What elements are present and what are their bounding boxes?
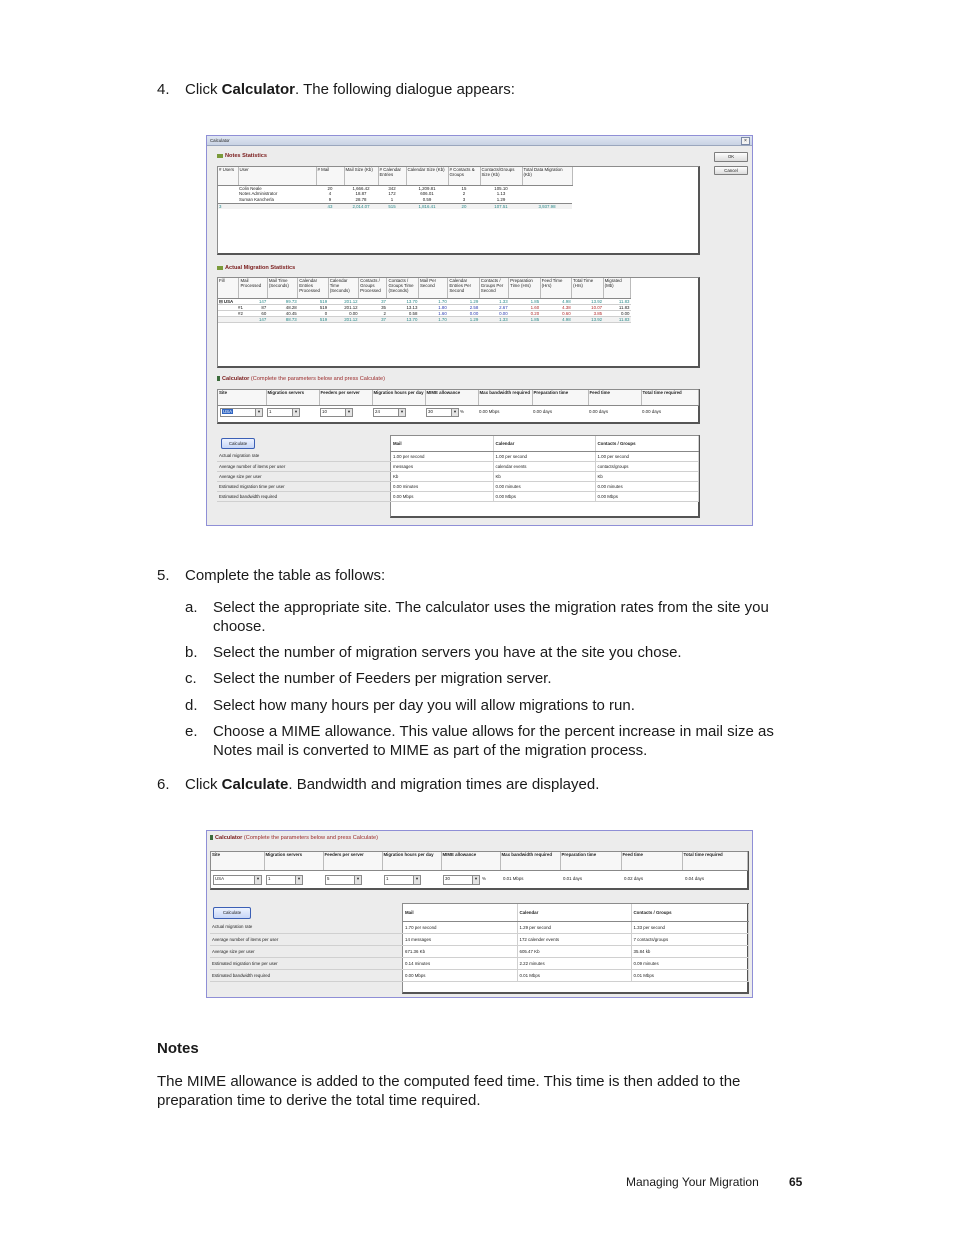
column-header: Preparation Time (Hrs) — [509, 278, 540, 298]
row-label: Actual migration rate — [210, 921, 403, 933]
substep-b — [185, 643, 825, 662]
table-cell: 0.00 minutes — [595, 481, 698, 491]
chevron-down-icon: ▾ — [292, 409, 299, 416]
step-text-bold: Calculate — [221, 776, 289, 793]
table-cell: 0.01 Mbps — [631, 969, 748, 981]
bandwidth-value: 0.00 Mbps — [479, 409, 500, 414]
table-cell: 14 messages — [403, 933, 517, 945]
calculator-dialog-screenshot — [206, 135, 753, 526]
column-header: Contacts / Groups — [631, 904, 748, 921]
table-cell: 0.58 — [387, 310, 418, 316]
table-cell: ⊟ USA — [218, 298, 239, 304]
bandwidth-value: 0.01 Mbps — [503, 876, 524, 881]
table-cell: Colin Neale — [239, 185, 262, 191]
table-cell: 3.85 — [572, 310, 603, 316]
column-header: Contacts / Groups — [595, 436, 698, 451]
calculator-heading — [210, 835, 378, 841]
table-cell — [238, 203, 316, 209]
table-cell: 671.36 Kb — [403, 945, 517, 957]
column-header: Migrated (Mb) — [603, 278, 630, 298]
site-value: USA — [215, 876, 225, 881]
percent-label: % — [482, 876, 486, 881]
calculator-note: (Complete the parameters below and press Calculate) — [250, 376, 385, 382]
site-value: USA — [223, 409, 233, 414]
substep-line: Select the appropriate site. The calculator uses the migration rates from the site you — [213, 599, 769, 616]
table-cell: 342 — [388, 185, 396, 191]
step-text-bold: Calculator — [221, 81, 296, 98]
notes-statistics-heading — [217, 153, 267, 159]
step-number: 4. — [157, 81, 170, 98]
step-text: Complete the table as follows: — [185, 567, 386, 584]
mime-value: 30 — [428, 409, 433, 414]
dialog-title: Calculator — [210, 138, 230, 143]
row-label: Average number of items per user — [217, 461, 391, 471]
table-cell: 1,666.42 — [352, 185, 370, 191]
table-cell: 43 — [316, 203, 344, 209]
table-cell: 2,014.07 — [344, 203, 378, 209]
preparation-value: 0.01 days — [563, 876, 583, 881]
column-header: Site — [211, 852, 264, 870]
table-cell: 1.85 — [509, 316, 540, 322]
table-cell: 1.00 per second — [391, 451, 493, 461]
table-cell: 88.73 — [267, 316, 297, 322]
feed-time-value: 0.00 days — [589, 409, 609, 414]
column-header: Total time required — [682, 852, 747, 870]
table-cell: Notes Administrator — [239, 191, 278, 196]
table-cell: 0.09 minutes — [631, 957, 748, 969]
column-header: Calendar Time (Seconds) — [328, 278, 358, 298]
calculate-button[interactable]: Calculate — [213, 907, 251, 919]
dialog-titlebar — [207, 136, 752, 146]
chevron-down-icon: ▾ — [413, 876, 420, 884]
table-cell: 172 calender events — [517, 933, 631, 945]
servers-value: 1 — [268, 876, 271, 881]
row-label: Average number of items per user — [210, 933, 403, 945]
table-cell: 2.58 — [448, 304, 479, 310]
column-header: Preparation time — [532, 390, 588, 405]
column-header: Contacts / Groups Time (Seconds) — [387, 278, 418, 298]
row-label: Estimated bandwidth required — [210, 969, 403, 981]
table-cell: 99.73 — [267, 298, 297, 304]
table-cell: 13.13 — [387, 304, 418, 310]
table-cell: 0.00 minutes — [493, 481, 595, 491]
table-cell: 1.33 per second — [631, 921, 748, 933]
table-cell: 28.78 — [355, 197, 367, 202]
feed-time-value: 0.02 days — [624, 876, 644, 881]
table-cell: 1.29 — [496, 197, 506, 202]
table-cell: 0 — [298, 310, 328, 316]
table-cell: 37 — [359, 316, 387, 322]
table-cell: 7 contacts/groups — [631, 933, 748, 945]
table-cell: 0.59 — [422, 197, 432, 202]
cancel-button[interactable]: Cancel — [714, 166, 748, 175]
table-cell: 11.83 — [603, 316, 630, 322]
chevron-down-icon: ▾ — [254, 876, 261, 884]
site-select[interactable] — [220, 408, 263, 417]
step-text-post: . The following dialogue appears: — [295, 81, 515, 98]
column-header: Total Data Migration (Kb) — [522, 167, 572, 185]
table-cell: 0.00 — [328, 310, 358, 316]
calculator-heading — [217, 376, 385, 382]
table-cell: 4 — [328, 191, 332, 196]
mime-select[interactable] — [426, 408, 459, 417]
calculator-title: Calculator — [222, 376, 250, 382]
chevron-down-icon: ▾ — [354, 876, 361, 884]
table-header-row — [217, 436, 698, 451]
substep-letter: c. — [185, 670, 197, 687]
table-cell: 1.00 per second — [595, 451, 698, 461]
table-cell: #2 — [218, 310, 239, 316]
step-text-pre: Click — [185, 776, 222, 793]
table-cell: Kb — [493, 471, 595, 481]
feeders-select[interactable] — [325, 875, 362, 885]
column-header: Calendar Entries Processed — [298, 278, 328, 298]
column-header: Calendar — [493, 436, 595, 451]
substep-line: choose. — [213, 618, 266, 635]
table-cell: 0.20 — [509, 310, 540, 316]
table-cell: 1 — [390, 197, 394, 202]
table-cell: 18.87 — [355, 191, 367, 196]
total-time-value: 0.00 days — [642, 409, 662, 414]
column-header: Calendar Size (Kb) — [406, 167, 448, 185]
table-cell: 515 — [378, 203, 406, 209]
notes-statistics-icon — [217, 154, 223, 158]
column-header: Mail — [391, 436, 493, 451]
table-cell: 2 — [359, 310, 387, 316]
calculate-button[interactable]: Calculate — [221, 438, 255, 449]
substep-letter: a. — [185, 599, 198, 616]
column-header: Migration servers — [266, 390, 319, 405]
footer-section: Managing Your Migration — [626, 1175, 759, 1189]
table-cell: 1,816.41 — [406, 203, 448, 209]
table-cell: contacts/groups — [595, 461, 698, 471]
table-cell: 0.14 minutes — [403, 957, 517, 969]
results-table — [217, 436, 699, 502]
substep-line: Notes mail is converted to MIME as part of the migration process. — [213, 742, 648, 759]
table-cell: 605.47 Kb — [517, 945, 631, 957]
table-row — [210, 933, 748, 945]
row-label: Estimated migration time per user — [217, 481, 391, 491]
table-cell — [218, 316, 239, 322]
column-header: Preparation time — [560, 852, 621, 870]
row-label: Average size per user — [210, 945, 403, 957]
table-cell: 147 — [239, 298, 267, 304]
step-4 — [157, 80, 515, 99]
substep-letter: b. — [185, 644, 198, 661]
step-number: 5. — [157, 567, 170, 584]
table-cell: 13.70 — [387, 316, 418, 322]
column-header: Calendar — [517, 904, 631, 921]
table-cell: 1.60 — [418, 310, 447, 316]
table-cell: 0.00 Mbps — [403, 969, 517, 981]
substep-line: Select how many hours per day you will allow migrations to run. — [213, 697, 635, 714]
table-row — [210, 969, 748, 981]
table-cell: 0.00 — [603, 310, 630, 316]
hours-select[interactable] — [373, 408, 406, 417]
column-header: Feed time — [621, 852, 682, 870]
notes-statistics-grid — [218, 167, 573, 209]
header-spacer — [217, 436, 391, 451]
step-6 — [157, 775, 599, 794]
table-cell: 1.80 — [418, 304, 447, 310]
column-header: Total time required — [641, 390, 698, 405]
table-cell: 3 — [218, 203, 238, 209]
results-table — [210, 904, 749, 982]
notes-paragraph — [157, 1072, 817, 1110]
row-label: Average size per user — [217, 471, 391, 481]
chevron-down-icon: ▾ — [451, 409, 458, 416]
step-5 — [157, 566, 385, 585]
column-header: Mail Time (Seconds) — [267, 278, 297, 298]
notes-heading: Notes — [157, 1040, 199, 1057]
column-header: Contacts / Groups Processed — [359, 278, 387, 298]
substep-line: Select the number of migration servers you have at the site you chose. — [213, 644, 682, 661]
preparation-value: 0.00 days — [533, 409, 553, 414]
column-header: # Calendar Entries — [378, 167, 406, 185]
table-row — [217, 481, 698, 491]
actual-migration-table — [217, 277, 700, 368]
table-cell: 1.29 per second — [517, 921, 631, 933]
table-cell: 519 — [298, 316, 328, 322]
table-cell: 20 — [448, 203, 480, 209]
substep-e — [185, 722, 825, 760]
calculator-parameters — [217, 389, 700, 424]
percent-label: % — [460, 409, 464, 414]
table-cell: 10.07 — [572, 304, 603, 310]
chevron-down-icon: ▾ — [398, 409, 405, 416]
notes-line: preparation time to derive the total time required. — [157, 1092, 481, 1109]
substep-a — [185, 598, 825, 636]
table-cell: 3 — [462, 197, 466, 202]
table-cell: 105.10 — [494, 185, 508, 191]
column-header: Migration servers — [264, 852, 323, 870]
notes-statistics-table — [217, 166, 700, 255]
table-cell: 147 — [239, 316, 267, 322]
table-cell: 172 — [388, 191, 396, 196]
servers-select[interactable] — [267, 408, 300, 417]
site-select[interactable] — [213, 875, 262, 885]
table-cell: 20 — [327, 185, 333, 191]
parameter-headers — [211, 852, 748, 871]
table-cell: 107.51 — [480, 203, 522, 209]
parameter-headers — [218, 390, 699, 406]
table-cell: 4.98 — [540, 298, 571, 304]
page-number: 65 — [789, 1175, 803, 1189]
hours-value: 1 — [386, 876, 389, 881]
table-cell: 1.29 — [448, 298, 479, 304]
feeders-value: 10 — [322, 409, 327, 414]
actual-migration-grid — [218, 278, 631, 323]
substep-letter: d. — [185, 697, 198, 714]
table-cell: 519 — [298, 298, 328, 304]
actual-migration-title: Actual Migration Statistics — [225, 265, 296, 271]
servers-value: 1 — [269, 409, 272, 414]
table-row — [217, 451, 698, 461]
table-cell: 13.92 — [572, 316, 603, 322]
step-text-pre: Click — [185, 81, 222, 98]
table-cell: Suman Kancherla — [239, 197, 274, 202]
column-header: Contacts/Groups Size (Kb) — [480, 167, 522, 185]
ok-button[interactable]: OK — [714, 152, 748, 162]
column-header: Feed time — [588, 390, 641, 405]
table-cell: 1.33 — [479, 298, 508, 304]
hours-value: 24 — [375, 409, 380, 414]
table-cell: 2.22 minutes — [517, 957, 631, 969]
table-cell: 0.00 Mbps — [391, 491, 493, 501]
table-cell: 87 — [239, 304, 267, 310]
notes-line: The MIME allowance is added to the computed feed time. This time is then added to the — [157, 1073, 741, 1090]
column-header: # Mail — [316, 167, 344, 185]
table-cell: 1.00 per second — [493, 451, 595, 461]
chevron-down-icon: ▾ — [345, 409, 352, 416]
mime-value: 30 — [445, 876, 450, 881]
calculator-icon — [210, 835, 213, 840]
column-header: Max bandwidth required — [500, 852, 560, 870]
table-cell: 4.38 — [540, 304, 571, 310]
column-header: Feeders per server — [323, 852, 382, 870]
feeders-value: 5 — [327, 876, 330, 881]
table-row[interactable] — [218, 203, 572, 209]
table-row — [210, 945, 748, 957]
column-header: Contacts / Groups Per Second — [479, 278, 508, 298]
chevron-down-icon: ▾ — [295, 876, 302, 884]
table-cell: 0.00 — [448, 310, 479, 316]
table-cell: 4.98 — [540, 316, 571, 322]
table-cell: 1.60 — [509, 304, 540, 310]
table-cell: 11.83 — [603, 304, 630, 310]
column-header: MIME allowance — [425, 390, 478, 405]
table-cell: 0.00 minutes — [391, 481, 493, 491]
column-header: Mail — [403, 904, 517, 921]
table-row — [217, 461, 698, 471]
calculator-note: (Complete the parameters below and press Calculate) — [243, 835, 378, 841]
table-cell: 1,209.81 — [418, 185, 436, 191]
table-cell: 1.70 per second — [403, 921, 517, 933]
table-row — [210, 957, 748, 969]
table-cell: 13.92 — [572, 298, 603, 304]
column-header: Calendar Entries Per Second — [448, 278, 479, 298]
table-cell: Kb — [391, 471, 493, 481]
table-row — [217, 471, 698, 481]
table-cell: calendar events — [493, 461, 595, 471]
calculator-result-screenshot — [206, 830, 753, 998]
column-header: Site — [218, 390, 266, 405]
table-cell: 1.13 — [496, 191, 506, 196]
table-cell: 0.00 Mbps — [595, 491, 698, 501]
column-header: Mail Per Second — [418, 278, 447, 298]
close-icon[interactable]: × — [741, 137, 750, 145]
column-header: # Contacts & Groups — [448, 167, 480, 185]
table-row — [210, 921, 748, 933]
substep-letter: e. — [185, 723, 198, 740]
chevron-down-icon: ▾ — [255, 409, 262, 416]
table-cell: 13.70 — [387, 298, 418, 304]
actual-migration-heading — [217, 265, 295, 271]
table-cell: 0.00 Mbps — [493, 491, 595, 501]
column-header: Max bandwidth required — [478, 390, 532, 405]
header-spacer — [210, 904, 403, 921]
servers-select[interactable] — [266, 875, 303, 885]
chevron-down-icon: ▾ — [472, 876, 479, 884]
table-cell: 201.12 — [328, 304, 358, 310]
calculator-parameters — [210, 851, 749, 890]
column-header: MIME allowance — [441, 852, 500, 870]
calculator-title: Calculator — [215, 835, 243, 841]
column-header: User — [238, 167, 316, 185]
table-cell: 2.67 — [479, 304, 508, 310]
column-header: Fill — [218, 278, 239, 298]
column-header: Feeders per server — [319, 390, 372, 405]
table-header-row — [210, 904, 748, 921]
row-label: Estimated migration time per user — [210, 957, 403, 969]
table-cell: 0.60 — [540, 310, 571, 316]
table-cell: 201.12 — [328, 316, 358, 322]
notes-statistics-title: Notes Statistics — [225, 153, 267, 159]
table-row[interactable] — [218, 316, 631, 322]
column-header: Migration hours per day — [382, 852, 441, 870]
step-text-post: . Bandwidth and migration times are displayed. — [288, 776, 600, 793]
step-number: 6. — [157, 776, 170, 793]
table-cell: 0.01 Mbps — [517, 969, 631, 981]
table-cell: 0.00 — [479, 310, 508, 316]
table-cell: 35 — [359, 304, 387, 310]
substep-line: Choose a MIME allowance. This value allows for the percent increase in mail size as — [213, 723, 774, 740]
mime-select[interactable] — [443, 875, 480, 885]
row-label: Actual migration rate — [217, 451, 391, 461]
calculator-icon — [217, 376, 220, 381]
table-cell: 37 — [359, 298, 387, 304]
table-cell: 1.70 — [418, 316, 447, 322]
column-header: Migration hours per day — [372, 390, 425, 405]
table-cell: 1.33 — [479, 316, 508, 322]
total-time-value: 0.04 days — [685, 876, 705, 881]
row-label: Estimated bandwidth required — [217, 491, 391, 501]
table-cell: messages — [391, 461, 493, 471]
table-cell: 2 — [462, 191, 466, 196]
feeders-select[interactable] — [320, 408, 353, 417]
substep-d — [185, 696, 825, 715]
table-cell: 606.01 — [420, 191, 434, 196]
column-header: Total Time (Hrs) — [572, 278, 603, 298]
table-cell: 1.29 — [448, 316, 479, 322]
column-header: Mail Processed — [239, 278, 267, 298]
table-cell: 3,937.98 — [522, 203, 572, 209]
table-cell: 519 — [298, 304, 328, 310]
hours-select[interactable] — [384, 875, 421, 885]
table-cell: 15 — [461, 185, 467, 191]
table-cell: 40.45 — [267, 310, 297, 316]
table-cell: 48.28 — [267, 304, 297, 310]
table-cell: 1.85 — [509, 298, 540, 304]
table-cell: #1 — [218, 304, 239, 310]
actual-migration-icon — [217, 266, 223, 270]
table-cell: 1.70 — [418, 298, 447, 304]
column-header: Mail Size (Kb) — [344, 167, 378, 185]
table-cell: 35.84 kb — [631, 945, 748, 957]
column-header: Feed Time (Hrs) — [540, 278, 571, 298]
table-cell: Kb — [595, 471, 698, 481]
substep-c — [185, 669, 825, 688]
column-header: # Users — [218, 167, 238, 185]
table-cell: 11.83 — [603, 298, 630, 304]
substep-line: Select the number of Feeders per migration server. — [213, 670, 552, 687]
table-row — [217, 491, 698, 501]
table-cell: 9 — [328, 197, 332, 202]
table-cell: 201.12 — [328, 298, 358, 304]
table-cell: 60 — [239, 310, 267, 316]
